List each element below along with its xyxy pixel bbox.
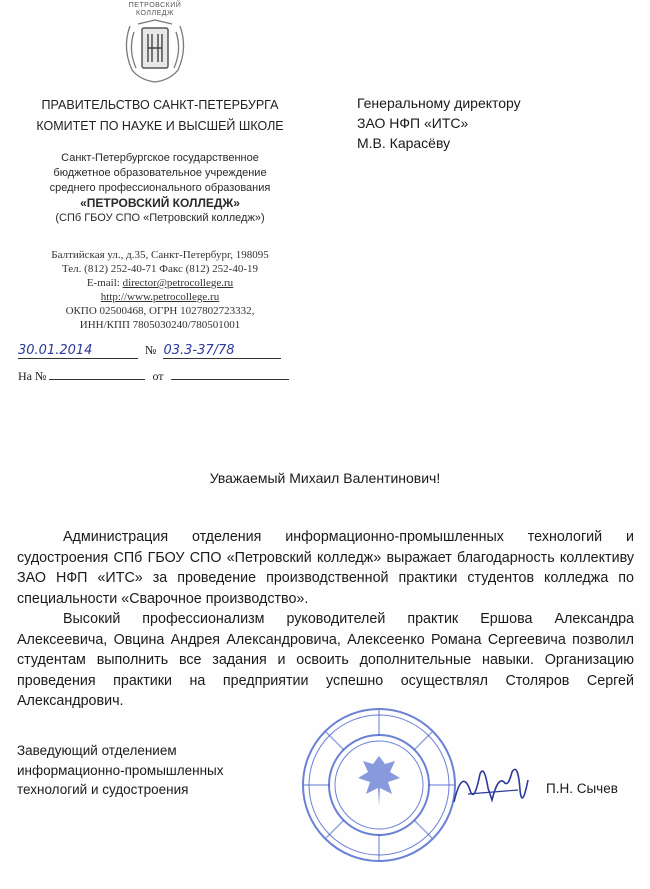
signatory-title-line-3: технологий и судостроения: [17, 782, 189, 797]
institution-short-name: (СПб ГБОУ СПО «Петровский колледж»): [55, 212, 265, 224]
okpo-ogrn: ОКПО 02500468, ОГРН 1027802723332,: [65, 305, 255, 317]
registration-line-1: [18, 343, 318, 363]
registration-number: 03.3-37/78: [163, 343, 281, 359]
logo-text-line1: ПЕТРОВСКИЙ: [128, 2, 182, 9]
registration-date: 30.01.2014: [18, 343, 138, 359]
ref-label: На №: [18, 369, 47, 383]
address: Балтийская ул., д.35, Санкт-Петербург, 198095: [51, 249, 269, 261]
email-line: [10, 276, 310, 290]
college-logo: [0, 0, 310, 90]
signatory-title-line-2: информационно-промышленных: [17, 762, 224, 778]
inst-line-2: бюджетное образовательное учреждение: [53, 167, 267, 179]
recipient-position: Генеральному директору: [357, 95, 521, 111]
email-label: E-mail:: [86, 277, 123, 289]
inst-line-1: Санкт-Петербургское государственное: [61, 152, 259, 164]
handwritten-signature-icon: [448, 760, 538, 820]
body-paragraph-1: Администрация отделения информационно-промышленных технологий и судостроения СПб ГБОУ СПО «Петровский колледж» выражает благодарность коллективу ЗАО НФП «ИТС» за проведение производственной практики студентов колледжа по специальности «Сварочное производство».: [17, 529, 634, 607]
logo-text-line2: КОЛЛЕДЖ: [136, 10, 174, 17]
recipient-name: М.В. Карасёву: [357, 135, 451, 151]
from-label: от: [152, 369, 164, 383]
signatory-title-line-1: Заведующий отделением: [17, 743, 177, 758]
gov-line-2: КОМИТЕТ ПО НАУКЕ И ВЫСШЕЙ ШКОЛЕ: [36, 119, 284, 133]
signatory-title: [17, 741, 224, 800]
letter-body: [17, 527, 634, 712]
government-header: [10, 95, 310, 137]
recipient-block: [357, 93, 521, 153]
ref-number-blank: [49, 365, 145, 380]
body-paragraph-2: Высокий профессионализм руководителей практик Ершова Александра Алексеевича, Овцина Андрея Александровича, Алексеенко Романа Сергеевича позволил студентам выполнить все задания и освоить дополнительные навыки. Организацию проведения практики на предприятии успешно осуществлял Столяров Сергей Александрович.: [17, 611, 634, 709]
institution-name: «ПЕТРОВСКИЙ КОЛЛЕДЖ»: [80, 196, 240, 210]
contact-block: [10, 248, 310, 332]
registration-line-2: [18, 365, 318, 385]
inst-line-3: среднего профессионального образования: [49, 182, 271, 194]
email-link[interactable]: director@petrocollege.ru: [122, 277, 234, 289]
recipient-company: ЗАО НФП «ИТС»: [357, 115, 469, 131]
gov-line-1: ПРАВИТЕЛЬСТВО САНКТ-ПЕТЕРБУРГА: [41, 98, 279, 112]
institution-block: [10, 151, 310, 226]
number-label: №: [145, 343, 157, 357]
college-emblem-icon: [118, 18, 192, 86]
phone-fax: Тел. (812) 252-40-71 Факс (812) 252-40-19: [61, 263, 258, 275]
logo-text: [0, 2, 310, 18]
ref-date-blank: [171, 365, 289, 380]
inn-kpp: ИНН/КПП 7805030240/780501001: [79, 319, 241, 331]
greeting: Уважаемый Михаил Валентинович!: [209, 470, 441, 486]
signatory-name: П.Н. Сычев: [546, 781, 618, 796]
registration-block: [18, 343, 318, 385]
website-link[interactable]: http://www.petrocollege.ru: [100, 291, 220, 303]
official-stamp-icon: [300, 706, 458, 864]
